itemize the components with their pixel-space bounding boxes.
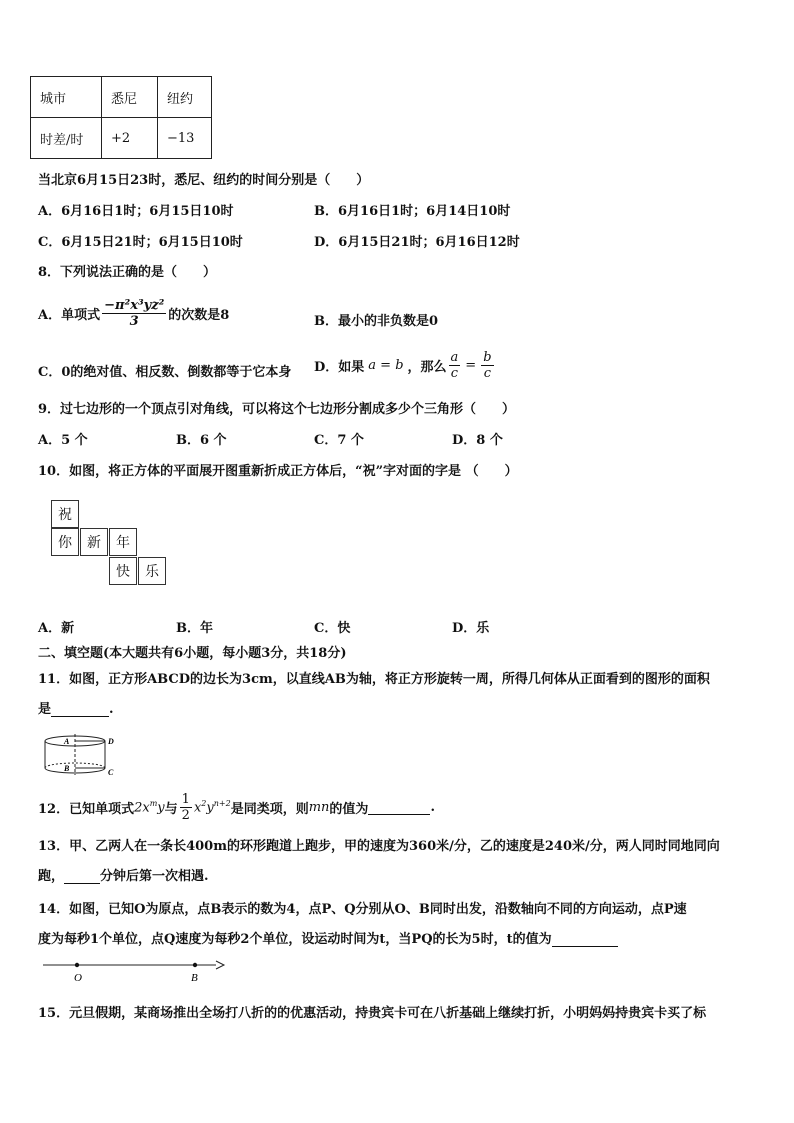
q8-option-c: C．0的绝对值、相反数、倒数都等于它本身 (38, 365, 292, 380)
net-cell: 祝 (51, 500, 79, 528)
q13-line2 (38, 865, 209, 884)
fraction-numerator: 1 (181, 792, 190, 807)
q14-line2-text: 度为每秒1个单位，点Q速度为每秒2个单位，设运动时间为t，当PQ的长为5时，t的值为 (38, 932, 552, 947)
q8-option-a (38, 298, 229, 329)
point-b-label: B (191, 972, 198, 983)
term-exponent: m (149, 799, 158, 809)
term-var: y (157, 800, 165, 816)
point-label-b: B (64, 764, 70, 773)
cylinder-figure (38, 730, 128, 782)
q9-option-d: D．8 个 (452, 433, 503, 448)
section-heading: 二、填空题(本大题共有6小题，每小题3分，共18分) (38, 646, 347, 661)
table-cell: +2 (102, 118, 158, 159)
q10-option-d: D．乐 (452, 621, 490, 636)
q12-term1 (134, 799, 165, 815)
fraction-denominator: 2 (181, 808, 190, 823)
q11-line1: 11．如图，正方形ABCD的边长为3cm，以直线AB为轴，将正方形旋转一周，所得几何体从正面看到的图形的面积 (38, 672, 710, 687)
q11-line2-end: . (109, 702, 114, 717)
q13-line2-text: 跑， (38, 869, 65, 884)
q12-term2 (194, 799, 231, 815)
q14-line1: 14．如图，已知O为原点，点B表示的数为4，点P、Q分别从O、B同时出发，沿数轴向不同的方向运动，点P速 (38, 902, 687, 917)
answer-blank (51, 716, 109, 717)
table-cell: 悉尼 (102, 77, 158, 118)
q7-option-b: B．6月16日1时；6月14日10时 (314, 204, 511, 219)
fraction-numerator: b (483, 350, 492, 365)
term-coef: 2x (134, 800, 150, 816)
fraction-numerator: −π²x³yz² (104, 298, 165, 313)
q9-option-b: B．6 个 (176, 433, 227, 448)
q7-option-a: A．6月16日1时；6月15日10时 (38, 204, 234, 219)
term-var: y (206, 800, 214, 816)
fraction-b-over-c (481, 350, 493, 381)
q8-option-d (314, 350, 496, 381)
q7-option-c: C．6月15日21时；6月15日10时 (38, 235, 243, 250)
q15-line1: 15．元旦假期，某商场推出全场打八折的的优惠活动，持贵宾卡可在八折基础上继续打折，小明妈妈持贵宾卡买了标 (38, 1006, 707, 1021)
q11-line2-text: 是 (38, 702, 52, 717)
net-cell: 快 (109, 557, 137, 585)
term-var: x (193, 800, 202, 816)
q9-option-c: C．7 个 (314, 433, 364, 448)
fraction-denominator: c (483, 366, 491, 381)
fraction-denominator: 3 (129, 314, 139, 329)
answer-blank (64, 883, 100, 884)
net-cell: 乐 (138, 557, 166, 585)
q12-line (38, 792, 435, 823)
q10-option-c: C．快 (314, 621, 351, 636)
q12-and: 与 (164, 802, 178, 817)
fraction-denominator: c (450, 366, 459, 381)
timezone-table (30, 76, 212, 159)
q8-option-a-fraction (102, 298, 166, 329)
q10-stem: 10．如图，将正方体的平面展开图重新折成正方体后，“祝”字对面的字是 （ ） (38, 464, 518, 479)
q12-text: 是同类项，则 (230, 802, 309, 817)
q8-option-d-label: D．如果 (314, 360, 365, 375)
term-exponent: 2 (201, 799, 207, 809)
number-line-figure (40, 957, 230, 983)
table-row (31, 77, 212, 118)
q12-text2: 的值为 (329, 802, 369, 817)
q7-stem: 当北京6月15日23时，悉尼、纽约的时间分别是（ ） (38, 173, 370, 188)
table-cell: 纽约 (158, 77, 212, 118)
net-cell: 新 (80, 528, 108, 556)
table-cell: 城市 (31, 77, 102, 118)
q14-line2 (38, 928, 618, 947)
q13-line2-end: 分钟后第一次相遇. (100, 869, 209, 884)
q10-option-a: A．新 (38, 621, 75, 636)
fraction-one-half (180, 792, 192, 823)
q12-prefix: 12．已知单项式 (38, 802, 135, 817)
fraction-a-over-c (449, 350, 461, 381)
origin-label: O (74, 972, 82, 983)
point-label-d: D (108, 737, 114, 746)
answer-blank (552, 932, 618, 947)
answer-blank (368, 800, 430, 815)
q8-option-d-then: ，那么 (407, 360, 447, 375)
equals-sign: = (465, 358, 477, 373)
q11-line2 (38, 698, 114, 717)
q12-end: . (430, 800, 435, 815)
q7-option-d: D．6月15日21时；6月16日12时 (314, 235, 520, 250)
net-cell: 你 (51, 528, 79, 556)
net-cell: 年 (109, 528, 137, 556)
q13-line1: 13．甲、乙两人在一条长400m的环形跑道上跑步，甲的速度为360米/分，乙的速度是240米/分，两人同时同地同向 (38, 839, 720, 854)
q8-option-b: B．最小的非负数是0 (314, 314, 439, 329)
q8-option-d-equation: a = b (368, 358, 404, 373)
point-label-c: C (108, 768, 114, 777)
q8-stem: 8．下列说法正确的是（ ） (38, 265, 217, 280)
table-cell: −13 (158, 118, 212, 159)
q8-option-a-label: A．单项式 (38, 308, 101, 323)
q9-option-a: A．5 个 (38, 433, 88, 448)
fraction-numerator: a (450, 350, 459, 365)
point-label-a: A (64, 737, 70, 746)
table-cell: 时差/时 (31, 118, 102, 159)
term-exponent: n+2 (213, 799, 231, 809)
table-row (31, 118, 212, 159)
q12-mn: mn (308, 800, 330, 815)
q8-option-a-tail: 的次数是8 (168, 308, 230, 323)
q10-option-b: B．年 (176, 621, 213, 636)
q9-stem: 9．过七边形的一个顶点引对角线，可以将这个七边形分割成多少个三角形（ ） (38, 402, 516, 417)
